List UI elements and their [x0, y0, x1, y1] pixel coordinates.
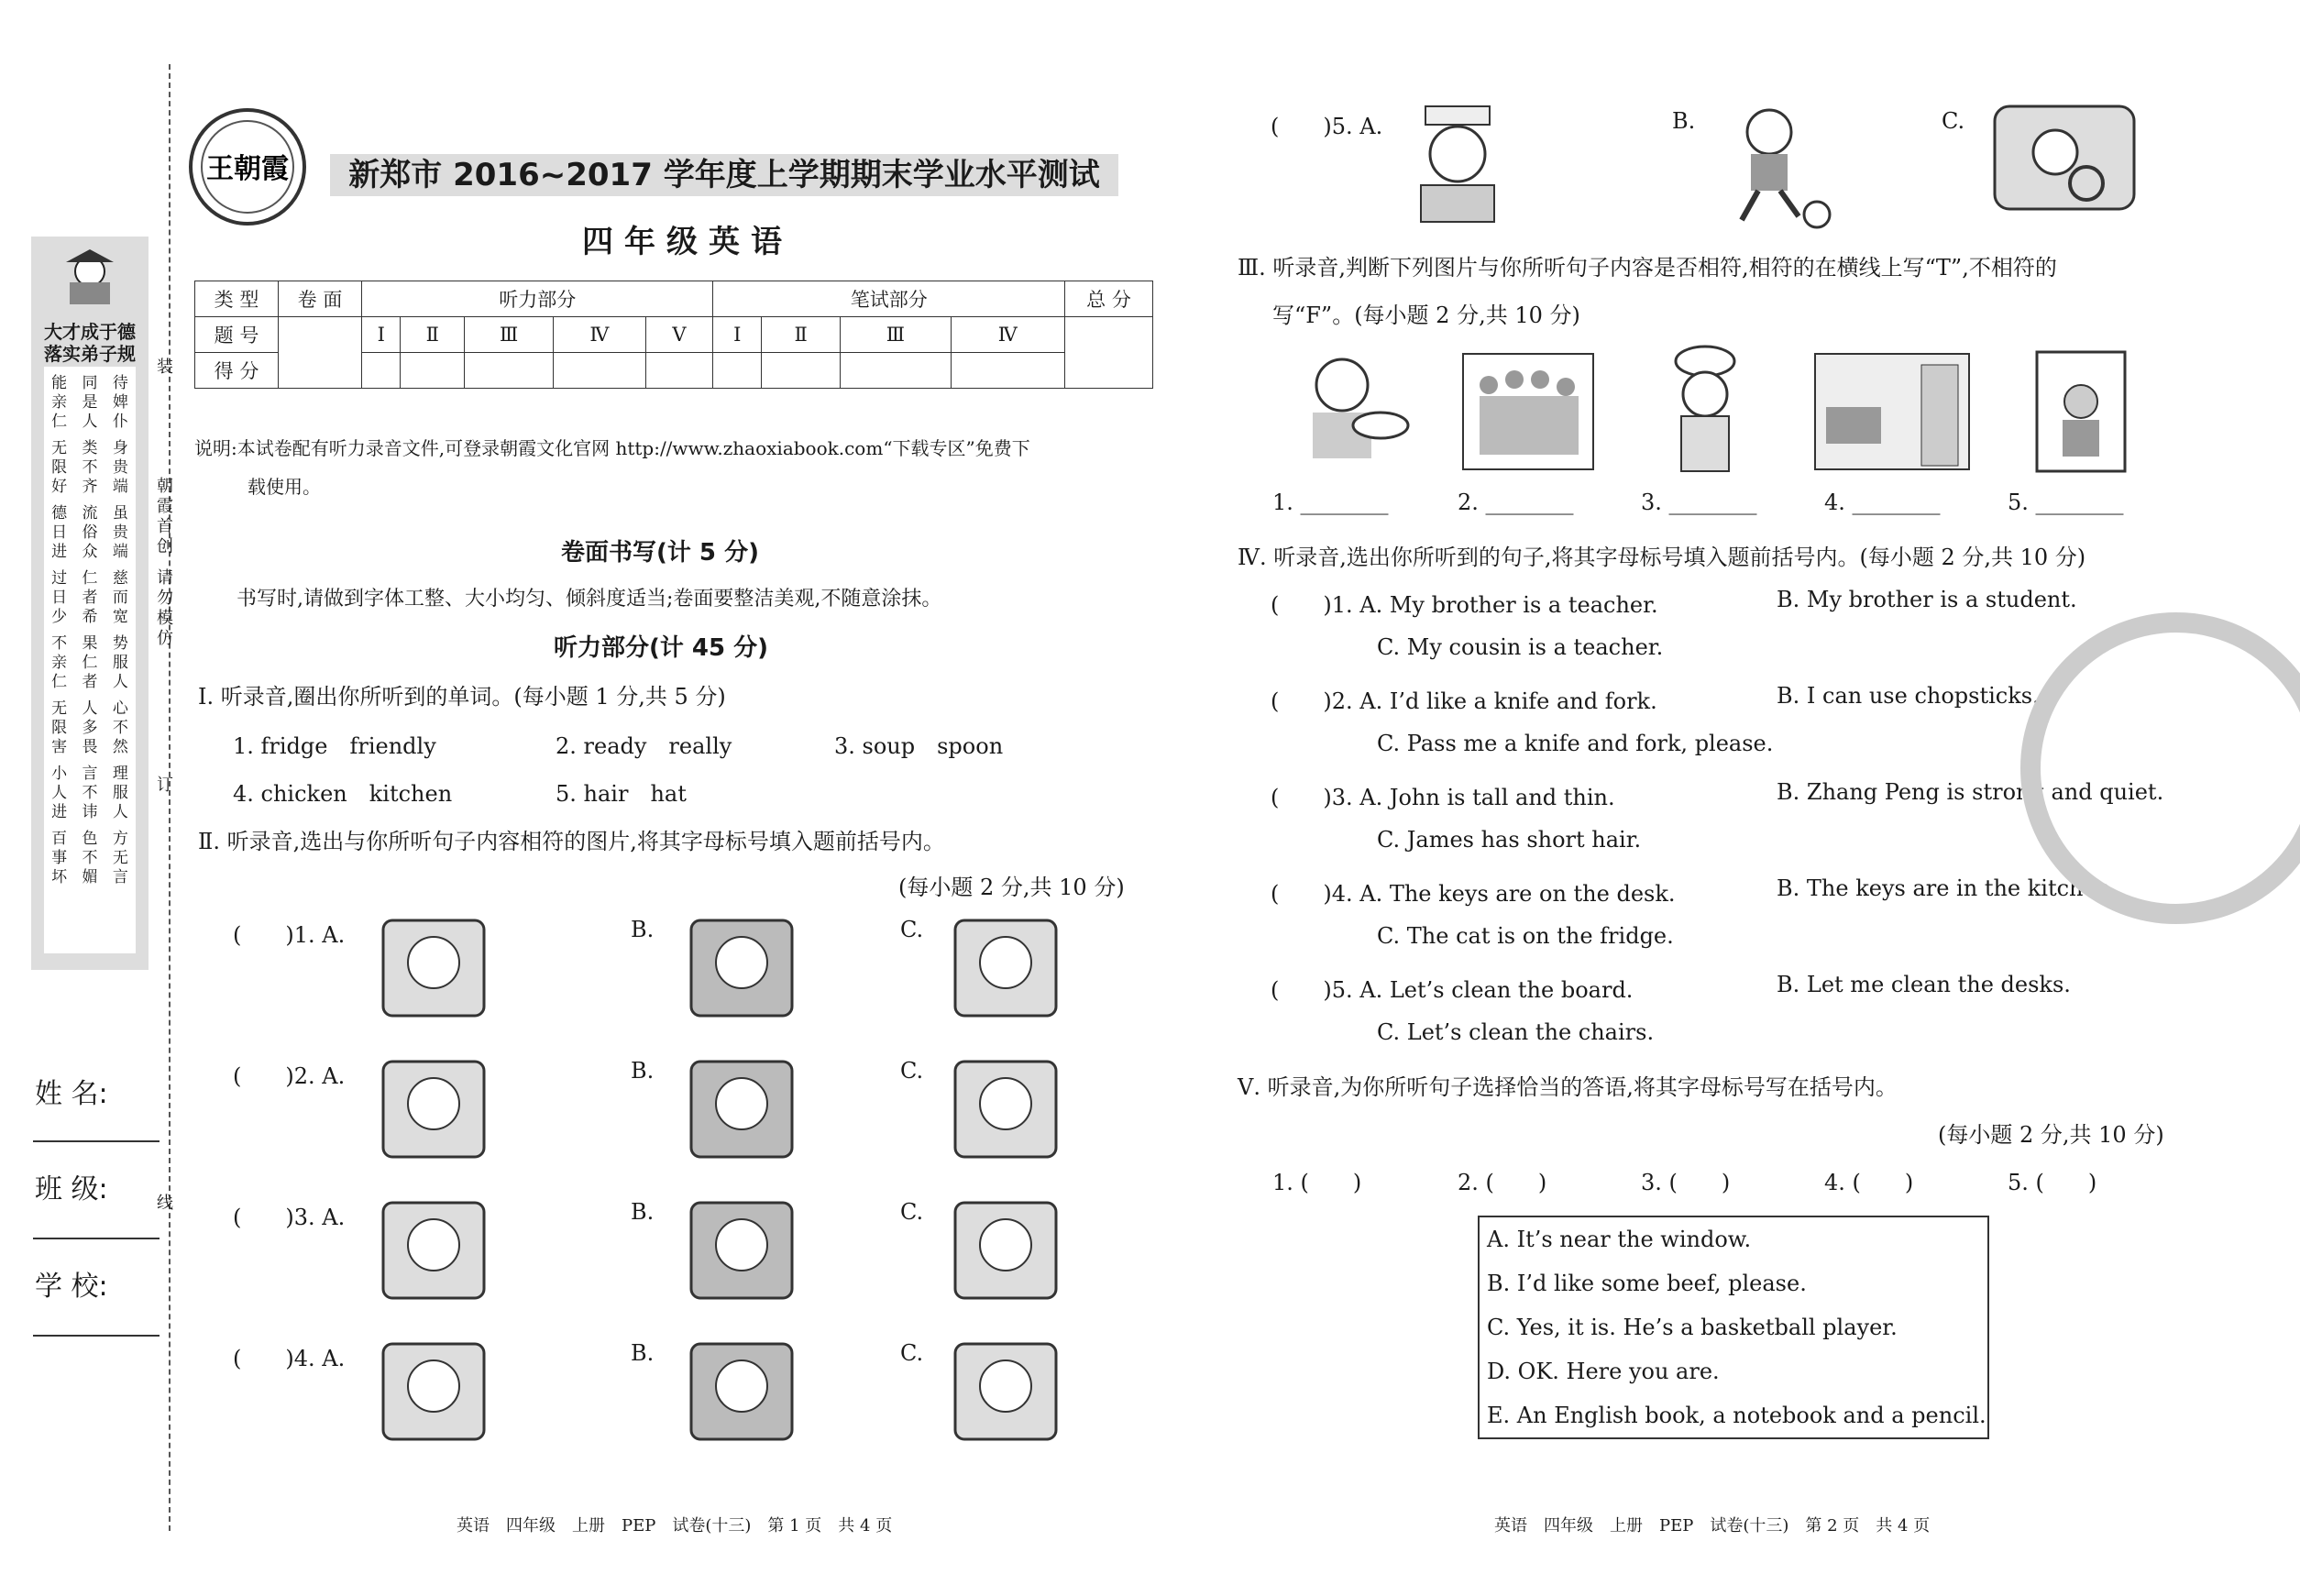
- rule-phrase: 德日进: [51, 504, 68, 561]
- rule-phrase: 类不齐: [82, 439, 98, 496]
- kitchen-room-picture: [1813, 352, 1971, 471]
- cut-line: [169, 64, 171, 1531]
- rule-phrase: 虽贵端: [112, 504, 128, 561]
- s2-q5-b: B.: [1672, 108, 1696, 134]
- frying-pan-picture: [678, 1335, 807, 1448]
- rule-group: [44, 569, 136, 627]
- rule-phrase: 百事坏: [51, 830, 68, 886]
- s5-blank[interactable]: 1. ( ): [1272, 1170, 1362, 1195]
- s3-head-2: 写“F”。(每小题 2 分,共 10 分): [1272, 303, 1580, 328]
- computer-picture: [370, 1052, 499, 1166]
- writing-text: 书写时,请做到字体工整、大小均匀、倾斜度适当;卷面要整洁美观,不随意涂抹。: [237, 588, 942, 611]
- rule-phrase: 过日少: [51, 569, 68, 626]
- s2-option-b: B.: [631, 1199, 655, 1225]
- s1-item[interactable]: 1. fridge friendly: [233, 733, 436, 759]
- s4-question[interactable]: ( )5. A. Let’s clean the board.: [1271, 977, 1634, 1003]
- writing-head: 卷面书写(计 5 分): [561, 539, 759, 567]
- boy-face-picture: [678, 911, 807, 1025]
- score-cell[interactable]: [279, 317, 362, 389]
- name-field[interactable]: [33, 1140, 160, 1142]
- s1-item[interactable]: 2. ready really: [556, 733, 732, 759]
- rule-phrase: 无限好: [51, 439, 68, 496]
- exam-subtitle: 四年级英语: [582, 224, 793, 260]
- girl-long-hair-picture: [942, 911, 1071, 1025]
- svg-text:王朝霞: 王朝霞: [206, 153, 289, 185]
- rule-phrase: 身贵端: [112, 439, 128, 496]
- note: 说明:本试卷配有听力录音文件,可登录朝霞文化官网 http://www.zhaoxiabook.com“下载专区”免费下 载使用。: [194, 437, 1030, 498]
- rule-phrase: 小人进: [51, 765, 68, 821]
- score-table: 类 型 卷 面 听力部分 笔试部分 总 分 题 号 Ⅰ Ⅱ Ⅲ Ⅳ Ⅴ Ⅰ Ⅱ Ⅲ Ⅳ 得 分: [194, 281, 1153, 389]
- listening-head: 听力部分(计 45 分): [554, 634, 769, 662]
- kitchen-picture: [678, 1194, 807, 1307]
- s5-score: (每小题 2 分,共 10 分): [1938, 1122, 2164, 1148]
- s2-option-c: C.: [900, 1058, 924, 1084]
- s4-option-b: B. Zhang Peng is strong and quiet.: [1777, 779, 2164, 805]
- painting-picture: [942, 1052, 1071, 1166]
- rule-phrase: 人多畏: [82, 699, 98, 756]
- cut-mark-2: 订: [157, 776, 173, 795]
- s2-head: Ⅱ. 听录音,选出与你所听句子内容相符的图片,将其字母标号填入题前括号内。: [198, 829, 945, 854]
- publisher-logo: [183, 103, 312, 231]
- s4-head: Ⅳ. 听录音,选出你所听到的句子,将其字母标号填入题前括号内。(每小题 2 分,共 10 分): [1238, 545, 2086, 570]
- s4-option-c: C. Let’s clean the chairs.: [1377, 1019, 1655, 1045]
- cook-picture: [1650, 343, 1760, 480]
- s3-blank[interactable]: 5. ________: [2008, 490, 2124, 515]
- s5-blank[interactable]: 4. ( ): [1824, 1170, 1914, 1195]
- school-label: 学 校:: [35, 1271, 108, 1303]
- s2-option-b: B.: [631, 1340, 655, 1366]
- girl-bowl-picture: [1293, 348, 1412, 468]
- s4-option-b: B. I can use chopsticks.: [1777, 683, 2040, 709]
- rule-phrase: 果仁者: [82, 634, 98, 691]
- rule-phrase: 慈而宽: [112, 569, 128, 626]
- rule-group: [44, 634, 136, 692]
- rule-group: [44, 765, 136, 822]
- s1-head: Ⅰ. 听录音,圈出你所听到的单词。(每小题 1 分,共 5 分): [198, 684, 726, 710]
- rule-phrase: 方无言: [112, 830, 128, 886]
- s4-question[interactable]: ( )2. A. I’d like a knife and fork.: [1271, 688, 1657, 714]
- rules-list: [44, 367, 136, 953]
- answer-options-box: [1478, 1216, 1989, 1439]
- name-label: 姓 名:: [35, 1078, 108, 1110]
- footer-right: 英语 四年级 上册 PEP 试卷(十三) 第 2 页 共 4 页: [1494, 1516, 1931, 1535]
- rule-group: [44, 504, 136, 562]
- s5-blank[interactable]: 5. ( ): [2008, 1170, 2097, 1195]
- answer-option: A. It’s near the window.: [1487, 1227, 1752, 1252]
- s4-question[interactable]: ( )3. A. John is tall and thin.: [1271, 785, 1615, 810]
- s2-score: (每小题 2 分,共 10 分): [898, 875, 1125, 900]
- rule-group: [44, 374, 136, 432]
- rule-phrase: 势服人: [112, 634, 128, 691]
- s2-q5[interactable]: ( )5. A.: [1271, 114, 1383, 139]
- cut-mark-3: 线: [157, 1194, 173, 1213]
- boy-football-picture: [1714, 101, 1843, 229]
- s2-q3[interactable]: ( )3. A.: [233, 1205, 346, 1230]
- fan-picture: [678, 1052, 807, 1166]
- s4-question[interactable]: ( )4. A. The keys are on the desk.: [1271, 881, 1676, 907]
- rule-phrase: 仁者希: [82, 569, 98, 626]
- living-room-picture: [942, 1194, 1071, 1307]
- s2-option-b: B.: [631, 917, 655, 942]
- cut-note-1: 朝霞首创: [157, 477, 173, 556]
- class-label: 班 级:: [35, 1173, 108, 1205]
- answer-option: D. OK. Here you are.: [1487, 1359, 1720, 1384]
- s4-option-c: C. The cat is on the fridge.: [1377, 923, 1674, 949]
- s3-blank[interactable]: 1. ________: [1272, 490, 1389, 515]
- bread-picture: [942, 1335, 1071, 1448]
- s2-option-c: C.: [900, 1199, 924, 1225]
- s2-q5-c: C.: [1942, 108, 1965, 134]
- s3-blank[interactable]: 2. ________: [1458, 490, 1574, 515]
- s4-option-b: B. Let me clean the desks.: [1777, 972, 2071, 997]
- family-picture: [1461, 352, 1595, 471]
- rule-phrase: 待婢仆: [112, 374, 128, 431]
- s3-blank[interactable]: 3. ________: [1641, 490, 1757, 515]
- rule-phrase: 言不讳: [82, 765, 98, 821]
- s5-head: Ⅴ. 听录音,为你所听句子选择恰当的答语,将其字母标号写在括号内。: [1238, 1074, 1898, 1100]
- class-field[interactable]: [33, 1238, 160, 1239]
- rule-group: [44, 830, 136, 887]
- s4-option-c: C. My cousin is a teacher.: [1377, 634, 1664, 660]
- s4-option-b: B. The keys are in the kitchen.: [1777, 875, 2118, 901]
- s2-option-c: C.: [900, 1340, 924, 1366]
- s4-option-c: C. Pass me a knife and fork, please.: [1377, 731, 1774, 756]
- rule-phrase: 不亲仁: [51, 634, 68, 691]
- rule-phrase: 理服人: [112, 765, 128, 821]
- s2-q4[interactable]: ( )4. A.: [233, 1346, 346, 1371]
- rule-group: [44, 699, 136, 757]
- s4-option-c: C. James has short hair.: [1377, 827, 1642, 853]
- s5-blank[interactable]: 3. ( ): [1641, 1170, 1731, 1195]
- s1-item[interactable]: 3. soup spoon: [834, 733, 1004, 759]
- s2-option-c: C.: [900, 917, 924, 942]
- driver-picture: [1991, 103, 2138, 213]
- rule-phrase: 同是人: [82, 374, 98, 431]
- total-cell[interactable]: [1065, 317, 1153, 389]
- exam-title: 新郑市 2016~2017 学年度上学期期末学业水平测试: [348, 157, 1100, 193]
- nurse-picture: [1393, 101, 1522, 229]
- cut-note-2: 请勿模仿: [157, 568, 173, 648]
- cut-mark-1: 装: [157, 358, 173, 377]
- rule-phrase: 色不媚: [82, 830, 98, 886]
- s2-q1[interactable]: ( )1. A.: [233, 922, 346, 948]
- noodles-picture: [370, 1335, 499, 1448]
- s4-question[interactable]: ( )1. A. My brother is a teacher.: [1271, 592, 1658, 618]
- s1-item[interactable]: 4. chicken kitchen: [233, 781, 453, 807]
- s2-option-b: B.: [631, 1058, 655, 1084]
- bathroom-picture: [370, 1194, 499, 1307]
- s5-blank[interactable]: 2. ( ): [1458, 1170, 1547, 1195]
- scholar-icon: [48, 244, 132, 308]
- rule-phrase: 心不然: [112, 699, 128, 756]
- window-picture: [2017, 343, 2145, 480]
- rule-group: [44, 439, 136, 497]
- s1-item[interactable]: 5. hair hat: [556, 781, 687, 807]
- footer-left: 英语 四年级 上册 PEP 试卷(十三) 第 1 页 共 4 页: [457, 1516, 893, 1535]
- answer-option: C. Yes, it is. He’s a basketball player.: [1487, 1315, 1898, 1340]
- s3-blank[interactable]: 4. ________: [1824, 490, 1941, 515]
- motto: 大才成于德 落实弟子规: [44, 321, 136, 365]
- s4-option-b: B. My brother is a student.: [1777, 587, 2077, 612]
- s2-q2[interactable]: ( )2. A.: [233, 1063, 346, 1089]
- girl-face-picture: [370, 911, 499, 1025]
- rule-phrase: 无限害: [51, 699, 68, 756]
- rule-phrase: 能亲仁: [51, 374, 68, 431]
- school-field[interactable]: [33, 1335, 160, 1337]
- answer-option: B. I’d like some beef, please.: [1487, 1271, 1807, 1296]
- rule-phrase: 流俗众: [82, 504, 98, 561]
- answer-option: E. An English book, a notebook and a pencil.: [1487, 1403, 1986, 1428]
- s3-head: Ⅲ. 听录音,判断下列图片与你所听句子内容是否相符,相符的在横线上写“T”,不相符的: [1238, 255, 2057, 281]
